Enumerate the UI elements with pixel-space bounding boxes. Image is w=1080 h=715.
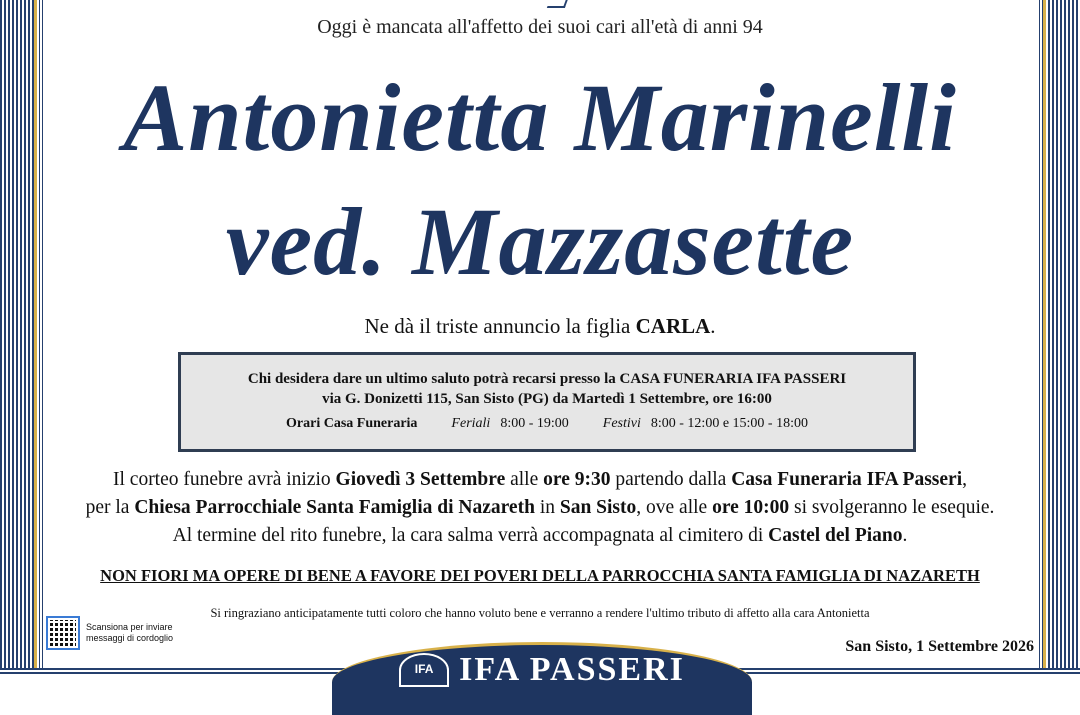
left-striped-border (0, 0, 34, 675)
right-striped-border (1046, 0, 1080, 675)
qr-code-icon[interactable] (46, 616, 80, 650)
right-gold-rule (1043, 0, 1046, 675)
announcement (44, 314, 1036, 339)
logo-text: IFA PASSERI (459, 651, 685, 688)
top-ornament-icon (547, 0, 569, 8)
funeral-home-logo (332, 642, 752, 715)
holiday-hours (603, 416, 808, 432)
announcer-name: CARLA (635, 314, 711, 338)
funeral-details (44, 466, 1036, 550)
announcement-suffix: . (710, 314, 716, 338)
funeral-line-1: Il corteo funebre avrà inizio Giovedì 3 Settembre alle ore 9:30 partendo dalla Casa Funeraria IFA Passeri, (113, 469, 967, 490)
announcement-prefix: Ne dà il triste annuncio la figlia (364, 314, 636, 338)
no-flowers-request: NON FIORI MA OPERE DI BENE A FAVORE DEI POVERI DELLA PARROCCHIA SANTA FAMIGLIA DI NAZARETH (100, 566, 980, 585)
weekday-label: Feriali (451, 416, 491, 431)
holiday-hours-value: 8:00 - 12:00 e 15:00 - 18:00 (650, 416, 808, 431)
funeral-line-3: Al termine del rito funebre, la cara salma verrà accompagnata al cimitero di Castel del Piano. (172, 525, 908, 546)
deceased-name: Antonietta Marinelli (123, 64, 957, 171)
hours-label: Orari Casa Funeraria (286, 416, 418, 431)
left-inner-stripes (37, 0, 43, 675)
funeral-home-hours (181, 416, 913, 432)
holiday-label: Festivi (602, 416, 641, 431)
visitation-line-1: Chi desidera dare un ultimo saluto potrà recarsi presso la CASA FUNERARIA IFA PASSERI (247, 371, 847, 387)
thanks-note: Si ringraziano anticipatamente tutti coloro che hanno voluto bene e verranno a rendere l'ultimo tributo di affetto alla cara Antonietta (210, 606, 870, 620)
logo-emblem-icon: IFA (399, 653, 449, 687)
date-place: San Sisto, 1 Settembre 2026 (845, 638, 1034, 655)
visitation-line-2: via G. Donizetti 115, San Sisto (PG) da Martedì 1 Settembre, ore 16:00 (322, 391, 772, 407)
deceased-name-widow-of: ved. Mazzasette (225, 188, 855, 295)
visitation-box (178, 352, 916, 452)
qr-caption: Scansiona per inviare messaggi di cordoglio (86, 622, 174, 643)
obituary-notice (44, 0, 1036, 688)
right-inner-stripes (1037, 0, 1043, 675)
intro-text: Oggi è mancata all'affetto dei suoi cari all'età di anni 94 (317, 16, 763, 38)
weekday-hours (451, 416, 568, 432)
funeral-line-2: per la Chiesa Parrocchiale Santa Famiglia di Nazareth in San Sisto, ove alle ore 10:00 si svolgeranno le esequie. (85, 497, 995, 518)
weekday-hours-value: 8:00 - 19:00 (500, 416, 569, 431)
condolence-qr[interactable] (46, 616, 186, 650)
